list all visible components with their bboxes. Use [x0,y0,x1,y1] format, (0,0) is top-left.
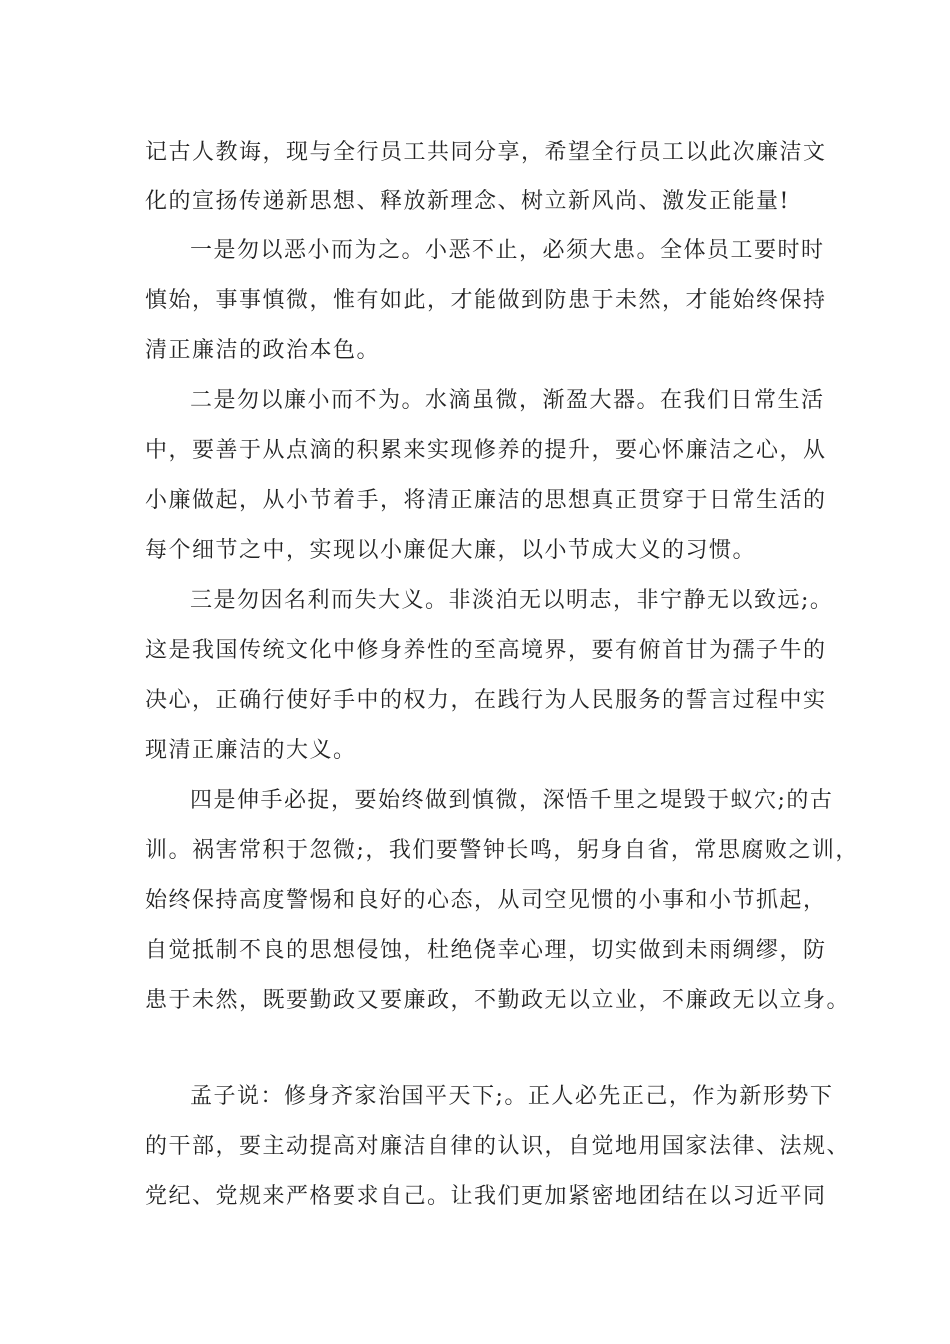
text-line: 自觉抵制不良的思想侵蚀，杜绝侥幸心理，切实做到未雨绸缪，防 [145,938,827,963]
text-line: 每个细节之中，实现以小廉促大廉，以小节成大义的习惯。 [145,538,757,563]
text-line: 党纪、党规来严格要求自己。让我们更加紧密地团结在以习近平同 [145,1184,827,1209]
paragraph-start: 孟子说：修身齐家治国平天下;。正人必先正己，作为新形势下 [190,1084,834,1109]
text-line: 这是我国传统文化中修身养性的至高境界，要有俯首甘为孺子牛的 [145,638,827,663]
text-line: 小廉做起，从小节着手，将清正廉洁的思想真正贯穿于日常生活的 [145,488,827,513]
text-line: 清正廉洁的政治本色。 [145,338,381,363]
paragraph-start: 四是伸手必捉，要始终做到慎微，深悟千里之堤毁于蚁穴;的古 [190,788,834,813]
text-line: 化的宣扬传递新思想、释放新理念、树立新风尚、激发正能量! [145,189,790,214]
text-line: 慎始，事事慎微，惟有如此，才能做到防患于未然，才能始终保持 [145,288,827,313]
paragraph-start: 二是勿以廉小而不为。水滴虽微，渐盈大器。在我们日常生活 [190,388,825,413]
text-line: 始终保持高度警惕和良好的心态，从司空见惯的小事和小节抓起， [145,888,827,913]
text-line: 的干部，要主动提高对廉洁自律的认识，自觉地用国家法律、法规、 [145,1134,851,1159]
paragraph-start: 一是勿以恶小而为之。小恶不止，必须大患。全体员工要时时 [190,238,825,263]
text-line: 中，要善于从点滴的积累来实现修养的提升，要心怀廉洁之心，从 [145,438,827,463]
text-line: 患于未然，既要勤政又要廉政，不勤政无以立业，不廉政无以立身。 [145,988,851,1013]
text-line: 训。祸害常积于忽微;，我们要警钟长鸣，躬身自省，常思腐败之训， [145,838,859,863]
paragraph-start: 三是勿因名利而失大义。非淡泊无以明志，非宁静无以致远;。 [190,588,834,613]
text-line: 决心，正确行使好手中的权力，在践行为人民服务的誓言过程中实 [145,688,827,713]
text-line: 现清正廉洁的大义。 [145,738,357,763]
text-line: 记古人教诲，现与全行员工共同分享，希望全行员工以此次廉洁文 [145,140,827,165]
